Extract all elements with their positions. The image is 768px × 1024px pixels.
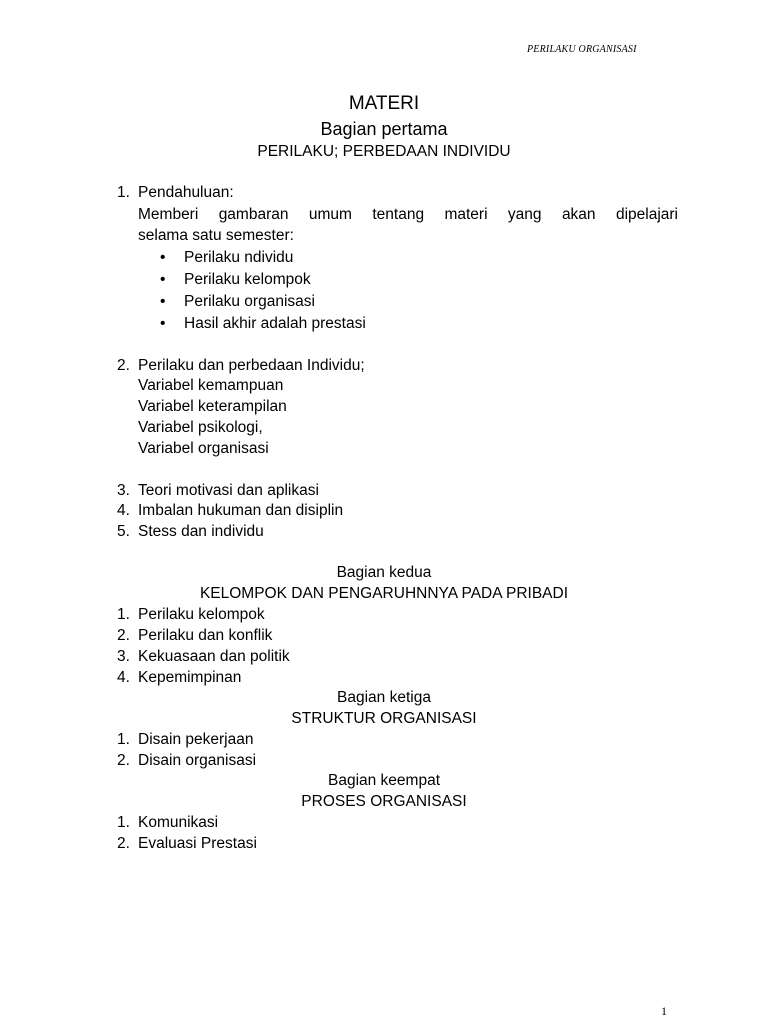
running-header: PERILAKU ORGANISASI xyxy=(527,44,637,55)
part3-label: Bagian ketiga xyxy=(337,689,431,706)
item-number: 5. xyxy=(117,523,130,540)
list-item: Disain organisasi xyxy=(138,752,257,769)
item-number: 2. xyxy=(117,357,130,374)
item-number: 2. xyxy=(117,835,130,852)
part2-label: Bagian kedua xyxy=(336,564,432,581)
part1-label: Bagian pertama xyxy=(320,119,448,139)
part3-heading: STRUKTUR ORGANISASI xyxy=(291,710,477,727)
list-item: Kepemimpinan xyxy=(138,669,242,686)
list-item: Perilaku kelompok xyxy=(138,606,265,623)
list-item: Komunikasi xyxy=(138,814,219,831)
part2-heading: KELOMPOK DAN PENGARUHNNYA PADA PRIBADI xyxy=(199,585,569,602)
list-item: Evaluasi Prestasi xyxy=(138,835,257,852)
item-number: 2. xyxy=(117,752,130,769)
bullet-icon: • xyxy=(160,293,166,310)
list-item: Disain pekerjaan xyxy=(138,731,254,748)
sub-item: Variabel kemampuan xyxy=(138,377,284,394)
list-item: Stess dan individu xyxy=(138,523,264,540)
part4-label: Bagian keempat xyxy=(327,772,441,789)
list-item: Pendahuluan: xyxy=(138,184,234,201)
item-description-line: selama satu semester: xyxy=(138,227,294,244)
list-item: Perilaku dan konflik xyxy=(138,627,273,644)
bullet-icon: • xyxy=(160,315,166,332)
item-number: 3. xyxy=(117,648,130,665)
item-number: 1. xyxy=(117,606,130,623)
bullet-item: Perilaku organisasi xyxy=(184,293,315,310)
item-number: 2. xyxy=(117,627,130,644)
item-number: 1. xyxy=(117,184,130,201)
bullet-item: Perilaku kelompok xyxy=(184,271,311,288)
item-number: 1. xyxy=(117,731,130,748)
bullet-icon: • xyxy=(160,271,166,288)
bullet-item: Perilaku ndividu xyxy=(184,249,294,266)
page-number: 1 xyxy=(661,1004,667,1018)
list-item: Kekuasaan dan politik xyxy=(138,648,290,665)
sub-item: Variabel psikologi, xyxy=(138,419,263,436)
bullet-icon: • xyxy=(160,249,166,266)
list-item: Teori motivasi dan aplikasi xyxy=(138,482,319,499)
item-number: 3. xyxy=(117,482,130,499)
item-number: 4. xyxy=(117,669,130,686)
sub-item: Variabel keterampilan xyxy=(138,398,287,415)
list-item: Perilaku dan perbedaan Individu; xyxy=(138,357,365,374)
page-title: MATERI xyxy=(348,93,420,114)
sub-item: Variabel organisasi xyxy=(138,440,269,457)
part1-heading: PERILAKU; PERBEDAAN INDIVIDU xyxy=(257,143,511,160)
list-item: Imbalan hukuman dan disiplin xyxy=(138,502,344,519)
item-number: 1. xyxy=(117,814,130,831)
item-number: 4. xyxy=(117,502,130,519)
item-description-line: Memberi gambaran umum tentang materi yang akan dipelajari xyxy=(138,206,678,223)
bullet-item: Hasil akhir adalah prestasi xyxy=(184,315,366,332)
part4-heading: PROSES ORGANISASI xyxy=(301,793,467,810)
